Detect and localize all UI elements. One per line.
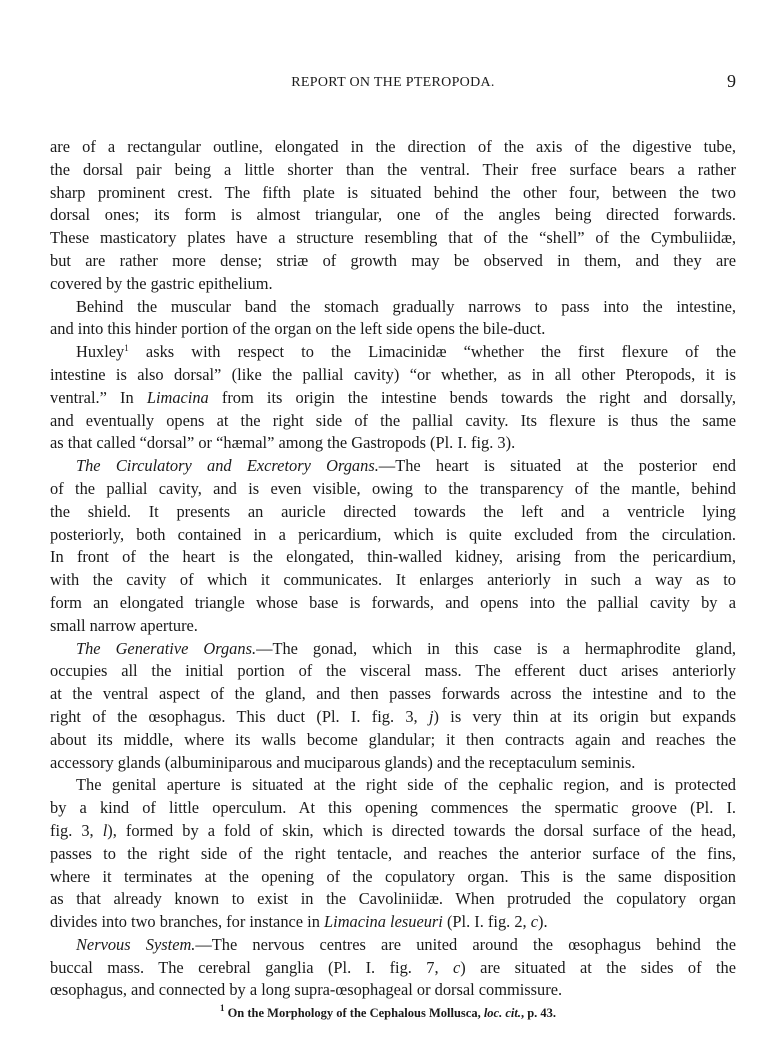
text-line	[50, 592, 736, 615]
text-segment: at the ventral aspect of the gland, and then passes forwards across the intestine and to the	[50, 684, 736, 704]
text-segment: Huxley	[76, 342, 125, 362]
text-line	[50, 866, 736, 889]
text-segment: and eventually opens at the right side of the pallial cavity. Its flexure is thus the same	[50, 410, 736, 430]
text-segment: (Pl. I. fig. 2,	[442, 912, 531, 932]
text-line	[50, 797, 736, 820]
text-segment: form an elongated triangle whose base is forwards, and opens into the pallial cavity by a	[50, 592, 736, 612]
text-line	[50, 957, 736, 980]
paragraph	[50, 341, 736, 455]
text-segment: fig. 3,	[50, 820, 103, 840]
text-segment: by a kind of little operculum. At this opening commences the spermatic groove (Pl. I.	[50, 798, 736, 818]
paragraph	[50, 934, 736, 1002]
text-segment: intestine is also dorsal” (like the pallial cavity) “or whether, as in all other Pteropods, it is	[50, 364, 736, 384]
text-line	[50, 546, 736, 569]
text-segment: Behind the muscular band the stomach gradually narrows to pass into the intestine,	[76, 296, 736, 316]
text-segment: of the pallial cavity, and is even visible, owing to the transparency of the mantle, behind	[50, 478, 736, 498]
text-segment: —The nervous centres are united around the œsophagus behind the	[195, 934, 736, 954]
text-segment: œsophagus, and connected by a long supra-œsophageal or dorsal commissure.	[50, 980, 563, 1000]
text-segment: The genital aperture is situated at the right side of the cephalic region, and is protected	[76, 775, 736, 795]
paragraph	[50, 638, 736, 775]
text-line	[50, 615, 736, 638]
text-segment: In front of the heart is the elongated, thin-walled kidney, arising from the pericardium,	[50, 547, 736, 567]
italic-text: Limacina	[146, 387, 209, 407]
text-segment: ), formed by a fold of skin, which is directed towards the dorsal surface of the head,	[107, 820, 736, 840]
text-line	[50, 387, 736, 410]
running-title: REPORT ON THE PTEROPODA.	[291, 75, 495, 90]
text-segment: but are rather more dense; striæ of growth may be observed in them, and they are	[50, 250, 736, 270]
page-header	[50, 72, 736, 94]
text-line	[50, 432, 736, 455]
footnote-text: On the Morphology of the Cephalous Mollusca,	[224, 1006, 484, 1020]
text-segment: —The heart is situated at the posterior end	[378, 456, 736, 476]
text-line	[50, 979, 736, 1002]
text-segment: occupies all the initial portion of the visceral mass. The efferent duct arises anteriorly	[50, 661, 736, 681]
text-segment: accessory glands (albuminiparous and muciparous glands) and the receptaculum seminis.	[50, 752, 636, 772]
italic-text: The Circulatory and Excretory Organs.	[76, 456, 379, 476]
text-line	[50, 660, 736, 683]
text-segment: as that already known to exist in the Cavoliniidæ. When protruded the copulatory organ	[50, 889, 736, 909]
italic-text: Nervous System.	[76, 934, 196, 954]
text-segment: right of the œsophagus. This duct (Pl. I. fig. 3,	[50, 706, 429, 726]
paragraph	[50, 455, 736, 637]
text-segment: These masticatory plates have a structure resembling that of the “shell” of the Cymbuliidæ,	[50, 228, 736, 248]
text-line	[50, 888, 736, 911]
italic-text: j	[428, 706, 434, 726]
text-segment: divides into two branches, for instance in	[50, 912, 325, 932]
text-line	[50, 204, 736, 227]
text-segment: small narrow aperture.	[50, 615, 198, 635]
paragraph	[50, 136, 736, 296]
text-line	[50, 524, 736, 547]
text-line	[50, 250, 736, 273]
text-segment: and into this hinder portion of the organ on the left side opens the bile-duct.	[50, 319, 546, 339]
page-number: 9	[727, 71, 736, 91]
text-segment: passes to the right side of the right tentacle, and reaches the anterior surface of the fins,	[50, 843, 736, 863]
text-line	[50, 341, 736, 364]
italic-text: Limacina lesueuri	[324, 912, 443, 932]
text-line	[50, 934, 736, 957]
footnote-marker: 1	[219, 1003, 225, 1013]
text-segment: —The gonad, which in this case is a hermaphrodite gland,	[256, 638, 736, 658]
italic-text: c	[530, 912, 539, 932]
text-line	[50, 729, 736, 752]
text-line	[50, 752, 736, 775]
text-segment: with the cavity of which it communicates. It enlarges anteriorly in such a way as to	[50, 570, 736, 590]
footnote-page: , p. 43.	[520, 1006, 557, 1020]
body-text	[50, 136, 736, 1002]
text-line	[50, 843, 736, 866]
text-segment: ).	[538, 912, 548, 932]
text-line	[50, 706, 736, 729]
text-line	[50, 159, 736, 182]
text-segment: dorsal ones; its form is almost triangular, one of the angles being directed forwards.	[50, 205, 736, 225]
text-segment: are of a rectangular outline, elongated in the direction of the axis of the digestive tube,	[50, 137, 736, 156]
text-segment: asks with respect to the Limacinidæ “whether the first flexure of the	[128, 342, 736, 362]
text-line	[50, 273, 736, 296]
text-segment: buccal mass. The cerebral ganglia (Pl. I. fig. 7,	[50, 957, 454, 977]
text-segment: the shield. It presents an auricle directed towards the left and a ventricle lying	[50, 501, 736, 521]
text-segment: sharp prominent crest. The fifth plate is situated behind the other four, between the two	[50, 182, 736, 202]
text-segment: covered by the gastric epithelium.	[50, 273, 273, 293]
text-line	[50, 296, 736, 319]
text-segment: ) are situated at the sides of the	[460, 957, 736, 977]
text-segment: the dorsal pair being a little shorter than the ventral. Their free surface bears a rather	[50, 159, 736, 179]
text-line	[50, 569, 736, 592]
text-line	[50, 227, 736, 250]
text-segment: posteriorly, both contained in a pericardium, which is quite excluded from the circulation.	[50, 524, 736, 544]
italic-text: l	[102, 820, 108, 840]
text-line	[50, 774, 736, 797]
text-segment: where it terminates at the opening of the copulatory organ. This is the same disposition	[50, 866, 736, 886]
text-line	[50, 136, 736, 159]
footnote-source: loc. cit.	[483, 1006, 521, 1020]
text-line	[50, 455, 736, 478]
text-segment: ventral.” In	[50, 387, 147, 407]
text-line	[50, 410, 736, 433]
text-segment: ) is very thin at its origin but expands	[433, 706, 736, 726]
text-line	[50, 364, 736, 387]
text-segment: as that called “dorsal” or “hæmal” among the Gastropods (Pl. I. fig. 3).	[50, 433, 516, 453]
paragraph	[50, 296, 736, 342]
text-line	[50, 911, 736, 934]
text-line	[50, 182, 736, 205]
text-segment: from its origin the intestine bends towards the right and dorsally,	[208, 387, 736, 407]
text-line	[50, 478, 736, 501]
text-segment: about its middle, where its walls become glandular; it then contracts again and reaches the	[50, 729, 736, 749]
footnote	[0, 1004, 776, 1022]
text-line	[50, 683, 736, 706]
italic-text: The Generative Organs.	[76, 638, 257, 658]
text-line	[50, 318, 736, 341]
paragraph	[50, 774, 736, 934]
footnote-reference: 1	[124, 343, 129, 354]
text-line	[50, 638, 736, 661]
text-line	[50, 501, 736, 524]
italic-text: c	[453, 957, 461, 977]
text-line	[50, 820, 736, 843]
